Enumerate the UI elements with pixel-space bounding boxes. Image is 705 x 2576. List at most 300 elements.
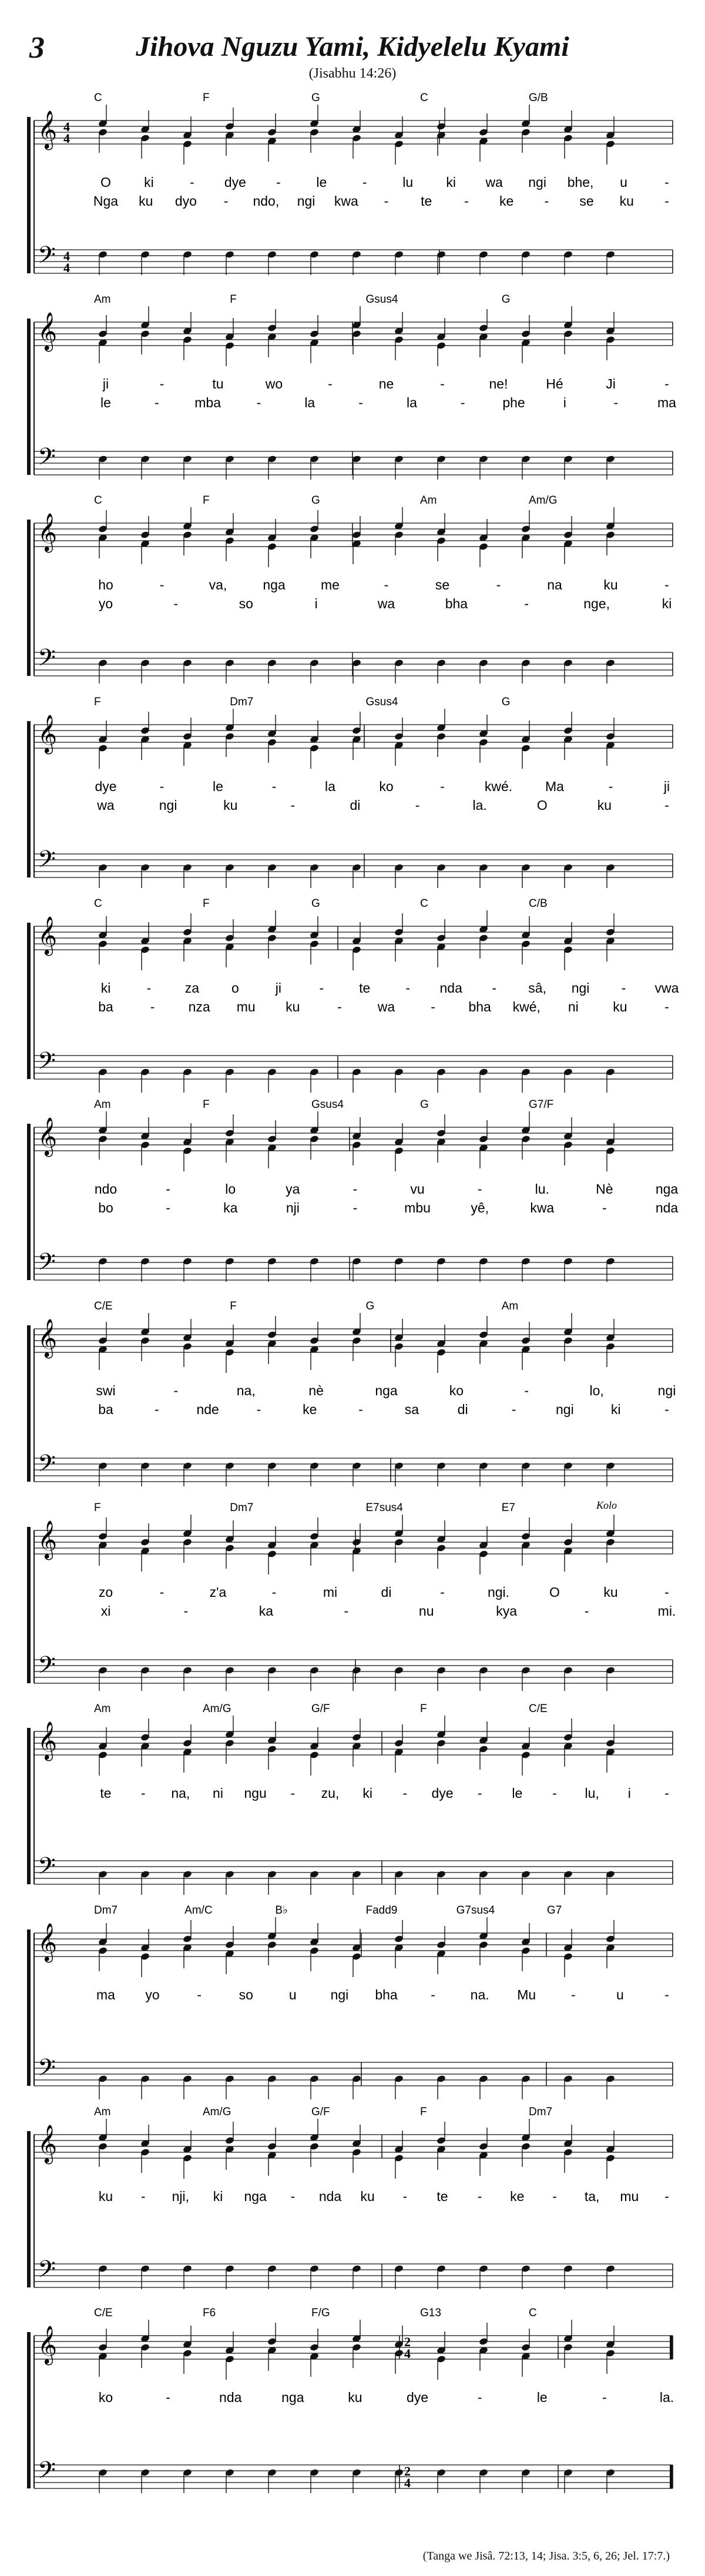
lyric-syllable: ni xyxy=(213,1786,223,1801)
lyric-syllable: - xyxy=(384,577,389,592)
lyric-syllable: se xyxy=(579,193,594,209)
chord-symbol: G7 xyxy=(546,1904,562,1917)
lyric-syllable: wo xyxy=(265,376,283,391)
lyric-syllable: - xyxy=(173,1383,179,1398)
lyric-syllable: - xyxy=(190,175,194,190)
chord-symbol: G xyxy=(501,293,511,306)
system xyxy=(27,92,673,275)
lyric-syllable: ku xyxy=(613,999,627,1014)
system-bracket xyxy=(27,923,31,1079)
lyric-syllable: ke xyxy=(510,2189,525,2204)
lyric-syllable: - xyxy=(384,193,389,209)
bass-clef-icon: 𝄢 xyxy=(38,2054,56,2087)
lyric-syllable: O xyxy=(100,175,111,190)
lyric-syllable: ki xyxy=(362,1786,372,1801)
lyric-syllable: Mu xyxy=(517,1987,536,2002)
chord-symbol: E7sus4 xyxy=(365,1502,403,1514)
treble-clef-icon: 𝄞 xyxy=(38,1520,58,1559)
lyric-syllable: - xyxy=(276,175,281,190)
lyric-syllable: ke xyxy=(303,1402,317,1417)
lyric-syllable: yo xyxy=(98,596,113,611)
lyric-syllable: ku xyxy=(360,2189,375,2204)
lyric-syllable: zo xyxy=(98,1585,113,1600)
system xyxy=(27,1904,673,2099)
time-signature-bottom: 4 xyxy=(63,131,70,146)
chord-symbol: E7 xyxy=(501,1502,515,1514)
lyric-syllable: - xyxy=(140,2189,146,2204)
lyric-syllable: - xyxy=(552,1786,557,1801)
lyric-syllable: - xyxy=(337,999,342,1014)
lyric-syllable: mi xyxy=(323,1585,338,1600)
chord-symbol: C xyxy=(94,897,102,910)
lyric-syllable: kwa xyxy=(530,1200,555,1215)
lyric-syllable: bo xyxy=(98,1200,113,1215)
lyric-syllable: la xyxy=(406,395,417,410)
lyric-syllable: le xyxy=(213,779,223,794)
lyric-syllable: ki xyxy=(446,175,456,190)
lyric-syllable: lu xyxy=(402,175,414,190)
system xyxy=(27,1300,676,1486)
lyric-syllable: te xyxy=(100,1786,112,1801)
bass-clef-icon: 𝄢 xyxy=(38,644,56,677)
chord-symbol: G13 xyxy=(420,2307,441,2319)
lyric-syllable: ku xyxy=(98,2189,113,2204)
lyric-syllable: kwa xyxy=(334,193,358,209)
lyric-syllable: le xyxy=(536,2390,548,2405)
chord-symbol: Am/C xyxy=(184,1904,213,1917)
lyric-syllable: nda xyxy=(439,980,462,996)
lyric-syllable: va, xyxy=(209,577,227,592)
lyric-syllable: z'a xyxy=(209,1585,227,1600)
system-bracket xyxy=(27,1728,31,1884)
lyric-syllable: - xyxy=(496,577,501,592)
treble-clef-icon: 𝄞 xyxy=(38,110,58,149)
bass-clef-icon: 𝄢 xyxy=(38,846,56,879)
lyric-syllable: - xyxy=(602,2390,607,2405)
chord-symbol: F/G xyxy=(311,2307,330,2319)
lyric-syllable: ngu xyxy=(244,1786,267,1801)
chord-symbol: F xyxy=(203,494,210,507)
lyric-syllable: nde xyxy=(196,1402,219,1417)
lyric-syllable: Ji xyxy=(606,376,616,391)
lyric-syllable: - xyxy=(362,175,367,190)
lyric-syllable: swi xyxy=(96,1383,116,1398)
chord-symbol: F xyxy=(203,1098,210,1111)
lyric-syllable: - xyxy=(159,577,164,592)
chord-symbol: F xyxy=(203,92,210,104)
bass-clef-icon: 𝄢 xyxy=(38,1652,56,1684)
lyric-syllable: wa xyxy=(377,999,395,1014)
chord-symbol: B♭ xyxy=(275,1904,288,1917)
lyric-syllable: Ma xyxy=(545,779,564,794)
chord-symbol: G xyxy=(365,1300,375,1312)
footer-references: (Tanga we Jisâ. 72:13, 14; Jisa. 3:5, 6, 26; Jel. 17:7.) xyxy=(422,2550,670,2562)
chord-symbol: F6 xyxy=(203,2307,216,2319)
lyric-syllable: dyo xyxy=(174,193,197,209)
lyric-syllable: ki xyxy=(662,596,672,611)
lyric-syllable: - xyxy=(477,2189,482,2204)
lyric-syllable: ya xyxy=(286,1181,300,1197)
system xyxy=(27,1499,676,1691)
lyric-syllable: - xyxy=(460,395,465,410)
lyric-syllable: - xyxy=(492,980,496,996)
chord-symbol: Fadd9 xyxy=(365,1904,398,1917)
lyric-syllable: yê, xyxy=(471,1200,489,1215)
time-signature-bottom: 4 xyxy=(404,2475,411,2490)
chord-symbol: F xyxy=(420,2106,427,2118)
lyric-syllable: ne! xyxy=(489,376,508,391)
lyric-syllable: - xyxy=(477,1181,482,1197)
lyric-syllable: ki xyxy=(144,175,154,190)
chord-symbol: Am xyxy=(94,2106,111,2118)
lyric-syllable: - xyxy=(664,1402,669,1417)
lyric-syllable: - xyxy=(621,980,626,996)
lyric-syllable: za xyxy=(184,980,200,996)
chord-symbol: Am xyxy=(94,1703,111,1715)
lyric-syllable: na, xyxy=(171,1786,190,1801)
lyric-syllable: ba xyxy=(98,999,113,1014)
treble-clef-icon: 𝄞 xyxy=(38,1721,58,1760)
lyric-syllable: ji xyxy=(102,376,109,391)
lyric-syllable: ngi xyxy=(297,193,315,209)
lyric-syllable: - xyxy=(319,980,324,996)
lyric-syllable: i xyxy=(563,395,566,410)
lyric-syllable: mu xyxy=(620,2189,639,2204)
bass-clef-icon: 𝄢 xyxy=(38,2457,56,2490)
lyric-syllable: nga xyxy=(244,2189,267,2204)
lyric-syllable: - xyxy=(524,596,529,611)
system-bracket xyxy=(27,2332,31,2488)
lyric-syllable: nga xyxy=(375,1383,398,1398)
lyric-syllable: - xyxy=(166,1181,170,1197)
chord-symbol: C xyxy=(94,92,102,104)
lyric-syllable: - xyxy=(358,395,363,410)
treble-clef-icon: 𝄞 xyxy=(38,2125,58,2163)
lyric-syllable: - xyxy=(166,1200,170,1215)
lyric-syllable: - xyxy=(664,2189,669,2204)
final-barline xyxy=(670,2465,673,2488)
lyric-syllable: - xyxy=(664,1786,669,1801)
lyric-syllable: - xyxy=(352,1181,358,1197)
lyric-syllable: ko xyxy=(449,1383,464,1398)
chord-symbol: Am xyxy=(94,293,111,306)
treble-clef-icon: 𝄞 xyxy=(38,1117,58,1155)
time-signature-bottom: 4 xyxy=(63,260,70,275)
lyric-syllable: - xyxy=(154,1402,159,1417)
chord-symbol: Am/G xyxy=(203,2106,231,2118)
system-bracket xyxy=(27,2131,31,2287)
system-bracket xyxy=(27,520,31,676)
chord-symbol: C xyxy=(420,92,428,104)
lyric-syllable: lu, xyxy=(585,1786,599,1801)
lyric-syllable: nga xyxy=(655,1181,679,1197)
lyric-syllable: - xyxy=(608,779,613,794)
lyric-syllable: nu xyxy=(418,1603,434,1619)
lyric-syllable: xi xyxy=(100,1603,111,1619)
chord-symbol: G/F xyxy=(311,1703,330,1715)
lyric-syllable: - xyxy=(524,1383,529,1398)
chord-symbol: G xyxy=(420,1098,429,1111)
lyric-syllable: le xyxy=(100,395,111,410)
lyric-syllable: u xyxy=(616,1987,624,2002)
lyric-syllable: - xyxy=(159,376,164,391)
chord-symbol: F xyxy=(230,1300,237,1312)
lyric-syllable: nza xyxy=(188,999,210,1014)
lyric-syllable: dye xyxy=(431,1786,454,1801)
lyric-syllable: ndo, xyxy=(253,193,280,209)
lyric-syllable: - xyxy=(415,798,420,813)
lyric-syllable: - xyxy=(352,1200,358,1215)
lyric-syllable: nga xyxy=(281,2390,304,2405)
chord-symbol: G7sus4 xyxy=(456,1904,495,1917)
lyric-syllable: nji, xyxy=(172,2189,190,2204)
lyric-syllable: ku xyxy=(286,999,300,1014)
chord-symbol: G xyxy=(311,494,320,507)
lyric-syllable: ko xyxy=(379,779,394,794)
time-signature-top: 2 xyxy=(404,2464,411,2478)
system xyxy=(27,2106,673,2289)
lyric-syllable: - xyxy=(328,376,333,391)
lyric-syllable: sâ, xyxy=(528,980,546,996)
time-signature-top: 4 xyxy=(63,249,70,263)
lyric-syllable: na, xyxy=(236,1383,256,1398)
lyric-syllable: ba xyxy=(98,1402,113,1417)
lyric-syllable: ko xyxy=(98,2390,113,2405)
system xyxy=(27,2307,674,2493)
tempo-marking: Kolo xyxy=(596,1499,617,1511)
system-bracket xyxy=(27,117,31,273)
lyric-syllable: ngi xyxy=(657,1383,676,1398)
lyric-syllable: - xyxy=(440,376,445,391)
lyric-syllable: bha xyxy=(375,1987,398,2002)
chord-symbol: C xyxy=(420,897,428,910)
lyric-syllable: - xyxy=(431,1987,435,2002)
lyric-syllable: nge, xyxy=(583,596,610,611)
lyric-syllable: kwé. xyxy=(484,779,513,794)
lyric-syllable: ngi xyxy=(556,1402,574,1417)
lyric-syllable: wa xyxy=(377,596,395,611)
lyric-syllable: ngi xyxy=(159,798,177,813)
lyric-syllable: di xyxy=(350,798,361,813)
lyric-syllable: o xyxy=(231,980,239,996)
system-bracket xyxy=(27,1325,31,1482)
chord-symbol: G xyxy=(311,897,320,910)
system xyxy=(27,897,679,1093)
lyric-syllable: - xyxy=(664,577,669,592)
lyric-syllable: - xyxy=(405,980,411,996)
time-signature-top: 2 xyxy=(404,2334,411,2349)
chord-symbol: Gsus4 xyxy=(311,1098,344,1111)
chord-symbol: Am/G xyxy=(203,1703,231,1715)
treble-clef-icon: 𝄞 xyxy=(38,513,58,551)
chord-symbol: Dm7 xyxy=(529,2106,553,2118)
lyric-syllable: wa xyxy=(485,175,503,190)
lyric-syllable: - xyxy=(271,779,277,794)
lyric-syllable: la xyxy=(304,395,315,410)
lyric-syllable: ngi xyxy=(330,1987,349,2002)
lyric-syllable: - xyxy=(477,1786,482,1801)
lyric-syllable: ne xyxy=(378,376,394,391)
lyric-syllable: i xyxy=(627,1786,631,1801)
lyric-syllable: - xyxy=(290,798,296,813)
lyric-syllable: la. xyxy=(472,798,487,813)
lyric-syllable: - xyxy=(402,1786,408,1801)
lyric-syllable: ndo xyxy=(94,1181,118,1197)
lyric-syllable: mi. xyxy=(657,1603,676,1619)
chord-symbol: C/E xyxy=(529,1703,548,1715)
lyric-syllable: ke xyxy=(499,193,514,209)
lyric-syllable: - xyxy=(140,1786,146,1801)
lyric-syllable: me xyxy=(321,577,340,592)
lyric-syllable: - xyxy=(511,1402,516,1417)
system xyxy=(27,293,676,480)
system xyxy=(27,494,673,684)
bass-clef-icon: 𝄢 xyxy=(38,1248,56,1281)
lyric-syllable: ku xyxy=(139,193,153,209)
chord-symbol: G xyxy=(311,92,320,104)
lyric-syllable: di xyxy=(457,1402,468,1417)
lyric-syllable: ma xyxy=(657,395,676,410)
lyric-syllable: u xyxy=(288,1987,297,2002)
lyric-syllable: Hé xyxy=(546,376,563,391)
lyric-syllable: - xyxy=(664,193,669,209)
lyric-syllable: - xyxy=(271,1585,277,1600)
lyric-syllable: mba xyxy=(194,395,221,410)
chord-symbol: Am xyxy=(94,1098,111,1111)
lyric-syllable: O xyxy=(549,1585,560,1600)
lyric-syllable: na. xyxy=(470,1987,489,2002)
lyric-syllable: na xyxy=(547,577,562,592)
chord-symbol: Gsus4 xyxy=(365,293,398,306)
lyric-syllable: ki xyxy=(100,980,111,996)
chord-symbol: F xyxy=(94,1502,101,1514)
lyric-syllable: Nè xyxy=(596,1181,613,1197)
chord-symbol: G xyxy=(501,696,511,708)
lyric-syllable: so xyxy=(239,596,253,611)
lyric-syllable: te xyxy=(437,2189,448,2204)
lyric-syllable: - xyxy=(183,1603,189,1619)
lyric-syllable: - xyxy=(290,1786,296,1801)
lyric-syllable: - xyxy=(166,2390,170,2405)
lyric-syllable: - xyxy=(146,980,152,996)
lyric-syllable: ku xyxy=(348,2390,362,2405)
lyric-syllable: - xyxy=(159,1585,164,1600)
lyric-syllable: ku xyxy=(603,1585,618,1600)
chord-symbol: Dm7 xyxy=(230,1502,254,1514)
lyric-syllable: - xyxy=(223,193,229,209)
lyric-syllable: nda xyxy=(219,2390,242,2405)
lyric-syllable: lo xyxy=(225,1181,236,1197)
lyric-syllable: ku xyxy=(223,798,238,813)
lyric-syllable: - xyxy=(290,2189,296,2204)
lyric-syllable: dye xyxy=(407,2390,429,2405)
lyric-syllable: - xyxy=(197,1987,202,2002)
system-bracket xyxy=(27,721,31,877)
lyric-syllable: - xyxy=(358,1402,363,1417)
lyric-syllable: ki xyxy=(610,1402,621,1417)
lyric-syllable: dye xyxy=(95,779,117,794)
chord-symbol: C xyxy=(529,2307,537,2319)
system-bracket xyxy=(27,1930,31,2086)
time-signature-bottom: 4 xyxy=(404,2346,411,2361)
lyric-syllable: ngi xyxy=(528,175,546,190)
lyric-syllable: bha xyxy=(445,596,468,611)
lyric-syllable: te xyxy=(359,980,371,996)
treble-clef-icon: 𝄞 xyxy=(38,715,58,753)
lyric-syllable: ku xyxy=(603,577,618,592)
lyric-syllable: ki xyxy=(213,2189,223,2204)
chord-symbol: C/E xyxy=(94,1300,113,1312)
chord-symbol: C/E xyxy=(94,2307,113,2319)
lyric-syllable: le xyxy=(316,175,327,190)
treble-clef-icon: 𝄞 xyxy=(38,1923,58,1961)
lyric-syllable: - xyxy=(664,999,669,1014)
chord-symbol: Am xyxy=(420,494,437,507)
chord-symbol: Dm7 xyxy=(94,1904,118,1917)
lyric-syllable: - xyxy=(552,2189,557,2204)
lyric-syllable: mu xyxy=(236,999,256,1014)
chord-symbol: C/B xyxy=(529,897,548,910)
bass-clef-icon: 𝄢 xyxy=(38,242,56,274)
lyric-syllable: te xyxy=(421,193,432,209)
lyric-syllable: ku xyxy=(597,798,612,813)
lyric-syllable: - xyxy=(402,2189,408,2204)
lyric-syllable: le xyxy=(512,1786,523,1801)
lyric-syllable: - xyxy=(664,798,669,813)
lyric-syllable: ngi. xyxy=(487,1585,510,1600)
lyric-syllable: ka xyxy=(258,1603,274,1619)
lyric-syllable: - xyxy=(584,1603,589,1619)
lyric-syllable: nè xyxy=(308,1383,324,1398)
bass-clef-icon: 𝄢 xyxy=(38,1450,56,1483)
lyric-syllable: - xyxy=(602,1200,607,1215)
lyric-syllable: nda xyxy=(318,2189,342,2204)
lyric-syllable: la xyxy=(325,779,335,794)
lyric-syllable: - xyxy=(613,395,619,410)
bass-clef-icon: 𝄢 xyxy=(38,1853,56,1885)
lyric-syllable: kya xyxy=(496,1603,518,1619)
lyric-syllable: - xyxy=(464,193,469,209)
song-number: 3 xyxy=(29,31,45,65)
lyric-syllable: mbu xyxy=(404,1200,431,1215)
lyric-syllable: - xyxy=(173,596,179,611)
chord-symbol: G/B xyxy=(529,92,548,104)
lyric-syllable: vwa xyxy=(654,980,679,996)
bass-clef-icon: 𝄢 xyxy=(38,443,56,476)
lyric-syllable: - xyxy=(664,376,669,391)
lyric-syllable: se xyxy=(435,577,450,592)
lyric-syllable: bha xyxy=(468,999,491,1014)
lyric-syllable: ku xyxy=(619,193,634,209)
chord-symbol: F xyxy=(230,293,237,306)
lyric-syllable: - xyxy=(159,779,164,794)
treble-clef-icon: 𝄞 xyxy=(38,1319,58,1357)
chord-symbol: F xyxy=(203,897,210,910)
lyric-syllable: tu xyxy=(212,376,224,391)
chord-symbol: F xyxy=(94,696,101,708)
lyric-syllable: - xyxy=(570,1987,576,2002)
lyric-syllable: - xyxy=(150,999,155,1014)
lyric-syllable: ni xyxy=(568,999,579,1014)
lyric-syllable: nda xyxy=(655,1200,679,1215)
lyric-syllable: ji xyxy=(663,779,670,794)
lyric-syllable: - xyxy=(664,1585,669,1600)
lyric-syllable: - xyxy=(477,2390,482,2405)
lyric-syllable: - xyxy=(256,1402,261,1417)
lyric-syllable: ji xyxy=(275,980,281,996)
lyric-syllable: - xyxy=(440,1585,445,1600)
chord-symbol: F xyxy=(420,1703,427,1715)
